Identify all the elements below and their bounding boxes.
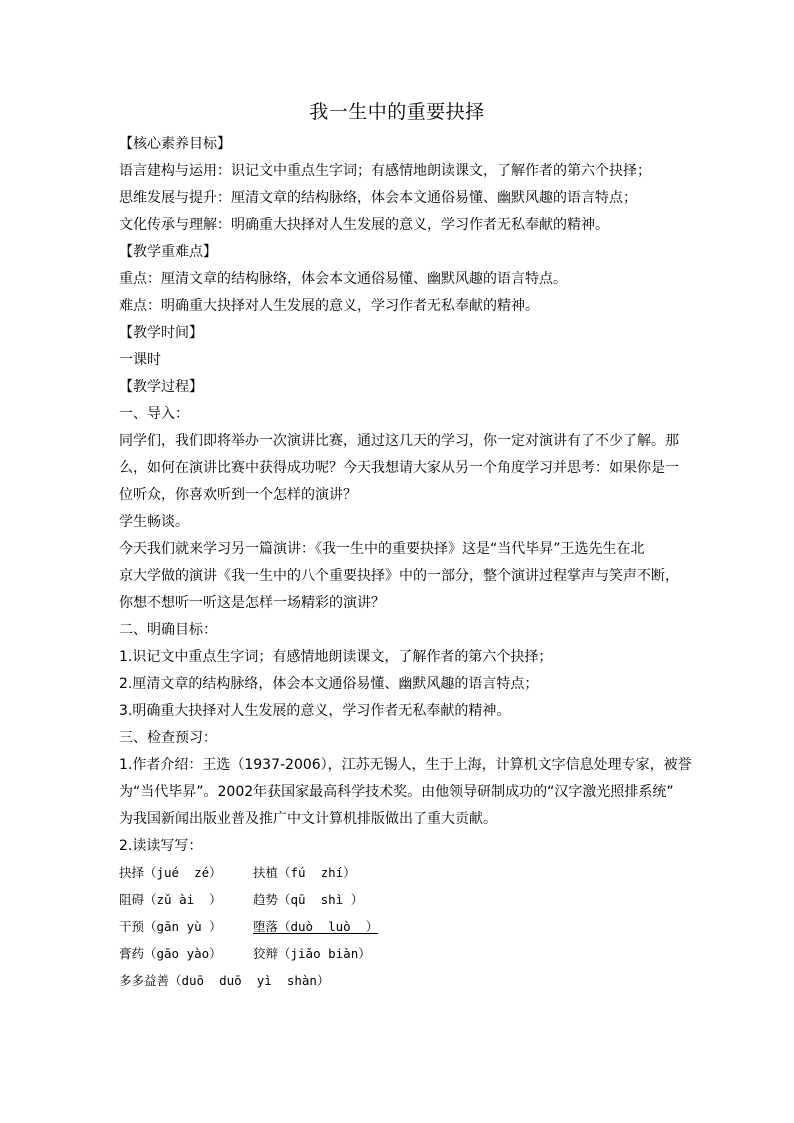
- subsection-heading: 二、明确目标：: [119, 622, 217, 638]
- paragraph-line: 同学们，我们即将举办一次演讲比赛，通过这几天的学习，你一定对演讲有了不少了解。那: [119, 433, 679, 449]
- paragraph-line: 难点：明确重大抉择对人生发展的意义，学习作者无私奉献的精神。: [119, 298, 539, 314]
- vocab-item: 干预（gān yù ）: [119, 919, 222, 934]
- vocab-item: 趋势（qū shì ）: [253, 892, 364, 907]
- paragraph-line: 1.作者介绍：王选（1937-2006），江苏无锡人，生于上海，计算机文字信息处理专家，被誉: [119, 757, 692, 773]
- paragraph-line: 重点：厘清文章的结构脉络，体会本文通俗易懂、幽默风趣的语言特点。: [119, 271, 567, 287]
- subsection-heading: 一、导入：: [119, 406, 189, 422]
- paragraph-line: 一课时: [119, 352, 161, 368]
- paragraph-line: 为我国新闻出版业普及推广中文计算机排版做出了重大贡献。: [119, 811, 497, 827]
- paragraph-line: 文化传承与理解：明确重大抉择对人生发展的意义，学习作者无私奉献的精神。: [119, 217, 609, 233]
- section-heading-teaching-time: 【教学时间】: [119, 325, 203, 341]
- vocab-item: 阻碍（zǔ ài ）: [119, 892, 222, 907]
- list-item: 2.厘清文章的结构脉络，体会本文通俗易懂、幽默风趣的语言特点；: [119, 676, 539, 692]
- paragraph-line: 思维发展与提升：厘清文章的结构脉络，体会本文通俗易懂、幽默风趣的语言特点；: [119, 190, 637, 206]
- list-item: 1.识记文中重点生字词；有感情地朗读课文，了解作者的第六个抉择；: [119, 649, 553, 665]
- list-item: 2.读读写写：: [119, 838, 203, 854]
- vocab-item: 堕落（duò luò ）: [253, 919, 379, 934]
- vocab-item: 狡辩（jiǎo biàn）: [253, 946, 371, 961]
- paragraph-line: 位听众，你喜欢听到一个怎样的演讲？: [119, 487, 357, 503]
- page-title: 我一生中的重要抉择: [309, 101, 485, 123]
- section-heading-teaching-process: 【教学过程】: [119, 379, 203, 395]
- vocab-item: 抉择（jué zé）: [119, 865, 222, 880]
- vocab-item: 扶植（fú zhí）: [253, 865, 356, 880]
- paragraph-line: 京大学做的演讲《我一生中的八个重要抉择》中的一部分，整个演讲过程掌声与笑声不断，: [119, 568, 679, 584]
- paragraph-line: 么，如何在演讲比赛中获得成功呢？今天我想请大家从另一个角度学习并思考：如果你是一: [119, 460, 679, 476]
- paragraph-line: 今天我们就来学习另一篇演讲：《我一生中的重要抉择》这是“当代毕昇”王选先生在北: [119, 541, 645, 557]
- section-heading-core-goals: 【核心素养目标】: [119, 136, 231, 152]
- subsection-heading: 三、检查预习：: [119, 730, 217, 746]
- vocab-item: 膏药（gāo yào）: [119, 946, 222, 961]
- section-heading-key-points: 【教学重难点】: [119, 244, 217, 260]
- list-item: 3.明确重大抉择对人生发展的意义，学习作者无私奉献的精神。: [119, 703, 511, 719]
- vocab-item: 多多益善（duō duō yì shàn）: [119, 973, 330, 988]
- paragraph-line: 语言建构与运用：识记文中重点生字词；有感情地朗读课文，了解作者的第六个抉择；: [119, 163, 651, 179]
- paragraph-line: 为“当代毕昇”。2002年获国家最高科学技术奖。由他领导研制成功的“汉字激光照排系统”: [119, 784, 674, 800]
- paragraph-line: 学生畅谈。: [119, 514, 189, 530]
- paragraph-line: 你想不想听一听这是怎样一场精彩的演讲？: [119, 595, 385, 611]
